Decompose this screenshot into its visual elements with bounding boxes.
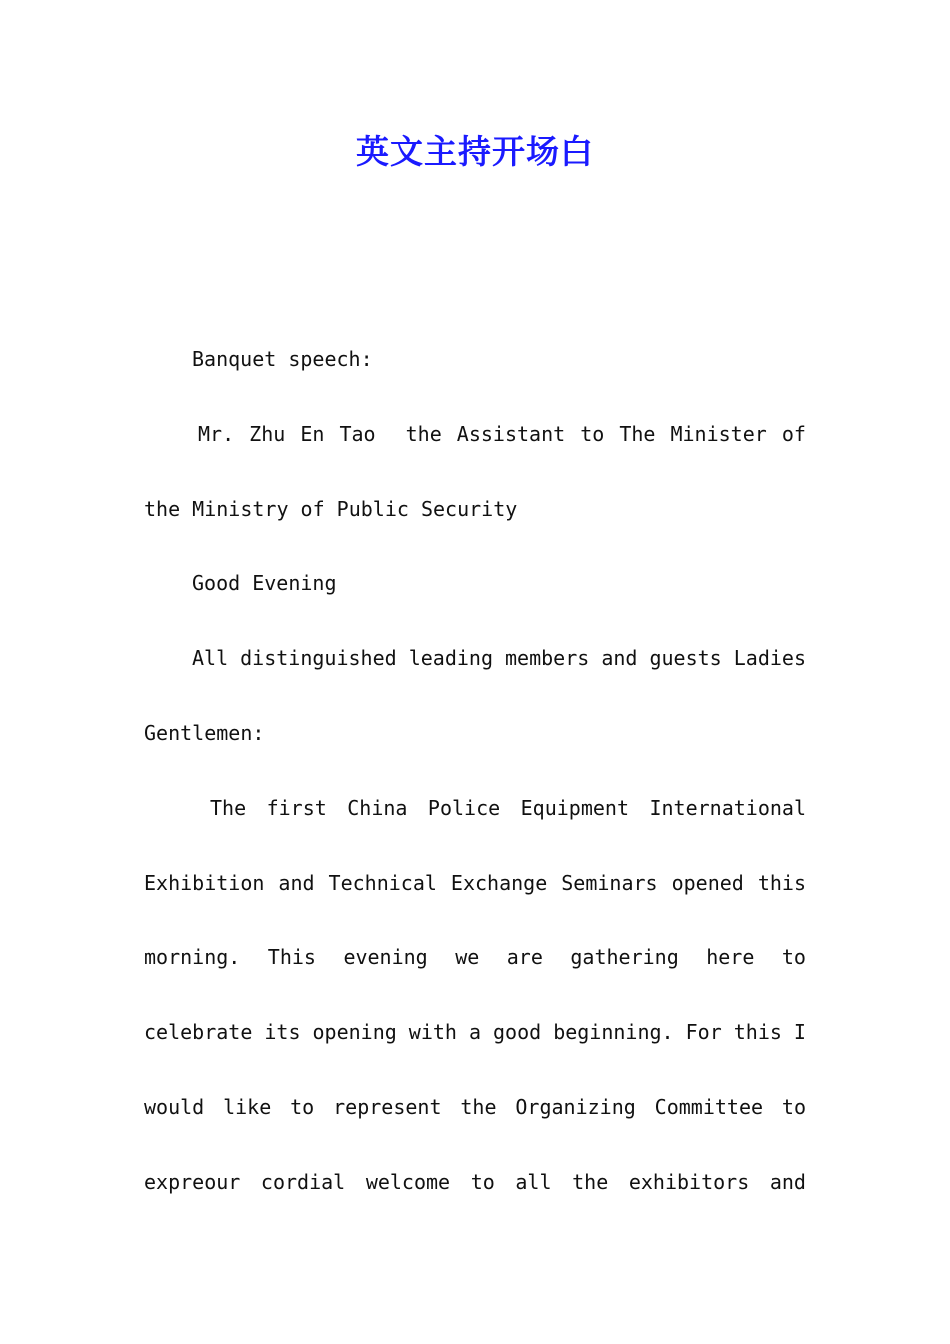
- word: expreour: [144, 1169, 241, 1194]
- word: celebrate: [144, 1020, 253, 1045]
- word: The: [619, 421, 656, 446]
- word: This: [267, 945, 316, 970]
- word: of: [781, 421, 806, 446]
- word: to: [290, 1094, 315, 1119]
- paragraph-body-line-6: [144, 1157, 806, 1232]
- paragraph-greeting: Good Evening: [192, 571, 337, 596]
- word: Police: [427, 795, 501, 820]
- word: a: [468, 1020, 482, 1045]
- word: members: [505, 646, 590, 671]
- word: Exhibition: [144, 870, 265, 895]
- word: Committee: [654, 1094, 764, 1119]
- word: cordial: [260, 1169, 346, 1194]
- word: we: [455, 945, 480, 970]
- paragraph-audience-line-1: [144, 633, 806, 708]
- paragraph-body-line-4: [144, 1007, 806, 1082]
- paragraph-body-line-3: [144, 932, 806, 1007]
- word: For: [685, 1020, 722, 1045]
- word: Equipment: [520, 795, 629, 820]
- word: this: [757, 870, 806, 895]
- word: Seminars: [561, 870, 658, 895]
- word: to: [781, 945, 806, 970]
- paragraph-addressee-line-1: [144, 409, 806, 484]
- word: and: [601, 646, 638, 671]
- paragraph-audience-line-2: Gentlemen:: [144, 720, 265, 745]
- word: to: [470, 1169, 495, 1194]
- paragraph-addressee-line-2: the Ministry of Public Security: [144, 496, 518, 521]
- word: distinguished: [240, 646, 397, 671]
- word: evening: [343, 945, 428, 970]
- word: Technical: [328, 870, 437, 895]
- word: guests: [649, 646, 722, 671]
- paragraph-body-line-5: [144, 1082, 806, 1157]
- word: are: [506, 945, 543, 970]
- word: Mr.: [198, 421, 235, 446]
- word: leading: [408, 646, 493, 671]
- word: the: [460, 1094, 497, 1119]
- word: Zhu: [249, 421, 286, 446]
- word: beginning.: [553, 1020, 674, 1045]
- word: the: [405, 421, 442, 446]
- word: Organizing: [515, 1094, 636, 1119]
- word: Tao: [339, 421, 376, 446]
- word: and: [769, 1169, 806, 1194]
- paragraph-body-line-2: [144, 858, 806, 933]
- word: Minister: [670, 421, 767, 446]
- word: would: [144, 1094, 205, 1119]
- word: Exchange: [450, 870, 548, 895]
- word: The: [210, 795, 247, 820]
- word: to: [580, 421, 605, 446]
- word: exhibitors: [628, 1169, 750, 1194]
- document-title: 英文主持开场白: [356, 132, 594, 171]
- word: I: [793, 1020, 806, 1045]
- word: Assistant: [456, 421, 566, 446]
- word: to: [781, 1094, 806, 1119]
- word: All: [192, 646, 229, 671]
- paragraph-banquet-speech: Banquet speech:: [192, 347, 373, 371]
- word: and: [278, 870, 315, 895]
- word: opened: [671, 870, 744, 895]
- word: En: [300, 421, 325, 446]
- word: its: [264, 1020, 301, 1045]
- word: welcome: [365, 1169, 451, 1194]
- word: morning.: [144, 945, 241, 970]
- word: all: [515, 1169, 552, 1194]
- word: with: [408, 1020, 457, 1045]
- word: good: [493, 1020, 542, 1045]
- word: here: [706, 945, 755, 970]
- paragraph-body-line-1: [144, 783, 806, 858]
- word: International: [649, 795, 806, 820]
- document-body: [144, 334, 806, 1232]
- word: first: [266, 795, 327, 820]
- word: opening: [312, 1020, 397, 1045]
- word: Ladies: [733, 646, 806, 671]
- word: like: [223, 1094, 272, 1119]
- word: this: [733, 1020, 782, 1045]
- word: China: [347, 795, 408, 820]
- word: represent: [333, 1094, 442, 1119]
- word: gathering: [570, 945, 679, 970]
- word: the: [572, 1169, 609, 1194]
